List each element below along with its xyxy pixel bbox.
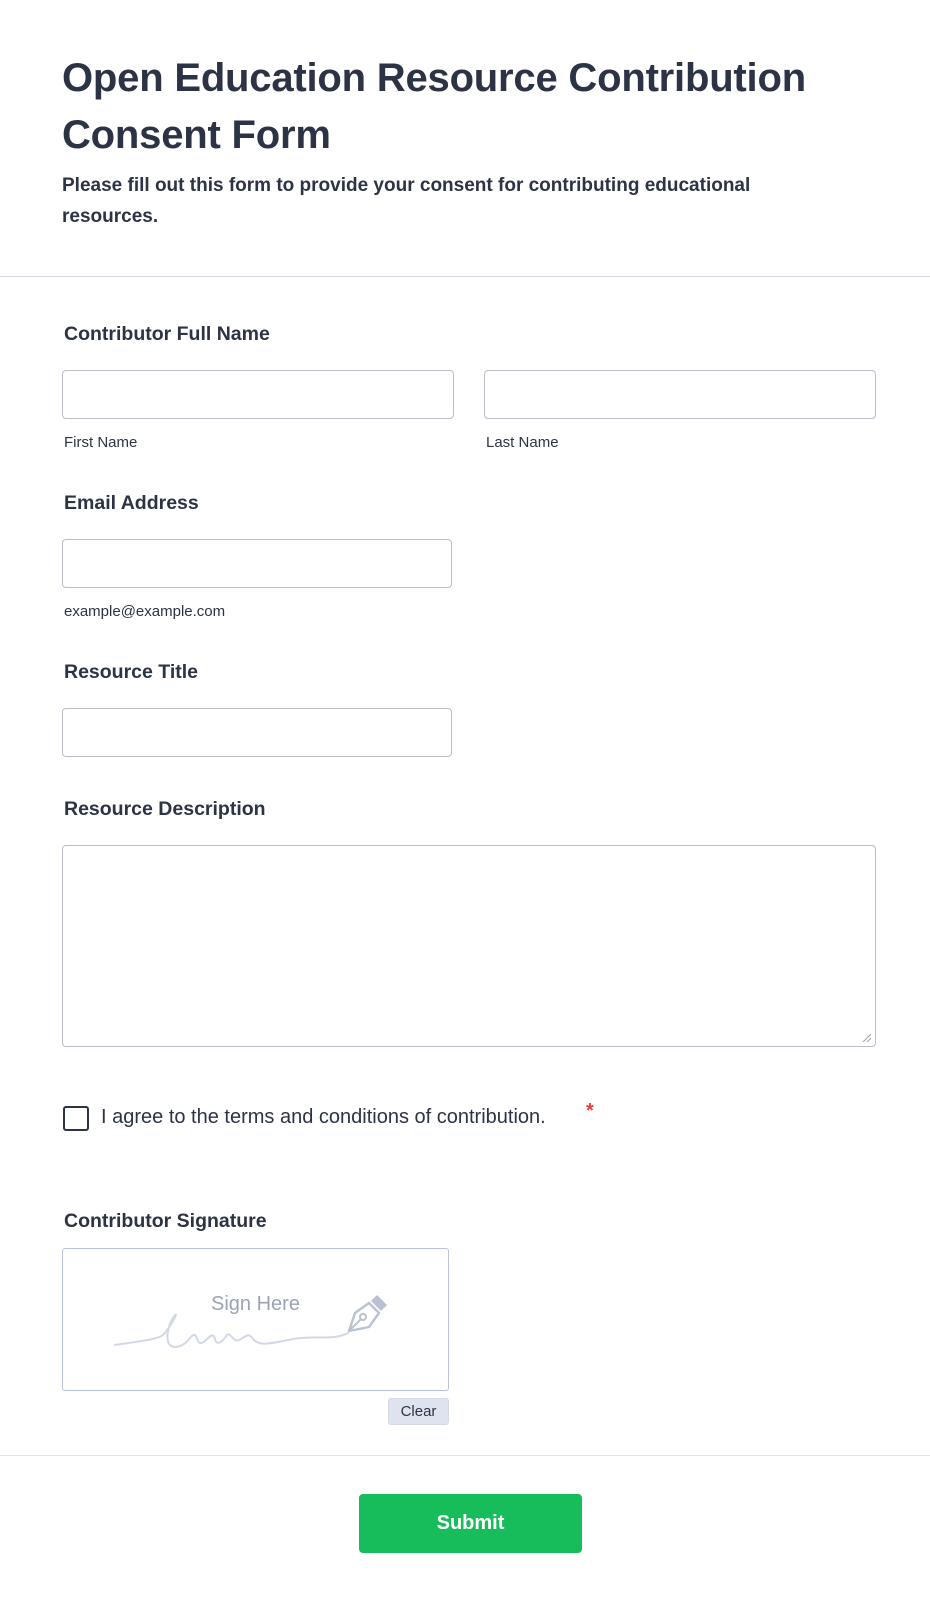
form-header xyxy=(0,0,930,277)
last-name-sublabel: Last Name xyxy=(486,434,559,451)
email-input[interactable] xyxy=(62,539,452,588)
clear-signature-button[interactable]: Clear xyxy=(388,1398,449,1425)
signature-placeholder: Sign Here xyxy=(211,1293,300,1315)
terms-checkbox[interactable] xyxy=(63,1106,89,1131)
signature-scribble-icon xyxy=(63,1249,450,1392)
footer-divider xyxy=(0,1455,930,1456)
last-name-input[interactable] xyxy=(484,370,876,419)
resource-title-input[interactable] xyxy=(62,708,452,757)
submit-button[interactable]: Submit xyxy=(359,1494,582,1553)
resize-grip-icon[interactable] xyxy=(861,1032,871,1042)
required-marker: * xyxy=(586,1100,594,1122)
form-subtitle: Please fill out this form to provide your consent for contributing educational resources. xyxy=(62,175,751,227)
full-name-label: Contributor Full Name xyxy=(64,323,270,345)
terms-label[interactable]: I agree to the terms and conditions of contribution. xyxy=(101,1106,546,1128)
signature-pad[interactable] xyxy=(62,1248,449,1391)
resource-description-textarea[interactable] xyxy=(62,845,876,1047)
first-name-input[interactable] xyxy=(62,370,454,419)
email-sublabel: example@example.com xyxy=(64,603,226,620)
resource-description-label: Resource Description xyxy=(64,798,266,820)
signature-label: Contributor Signature xyxy=(64,1210,267,1232)
form-title: Open Education Resource Contribution Consent Form xyxy=(62,56,806,157)
email-label: Email Address xyxy=(64,492,199,514)
resource-title-label: Resource Title xyxy=(64,661,199,683)
pen-nib-icon xyxy=(345,1293,391,1333)
first-name-sublabel: First Name xyxy=(64,434,138,451)
